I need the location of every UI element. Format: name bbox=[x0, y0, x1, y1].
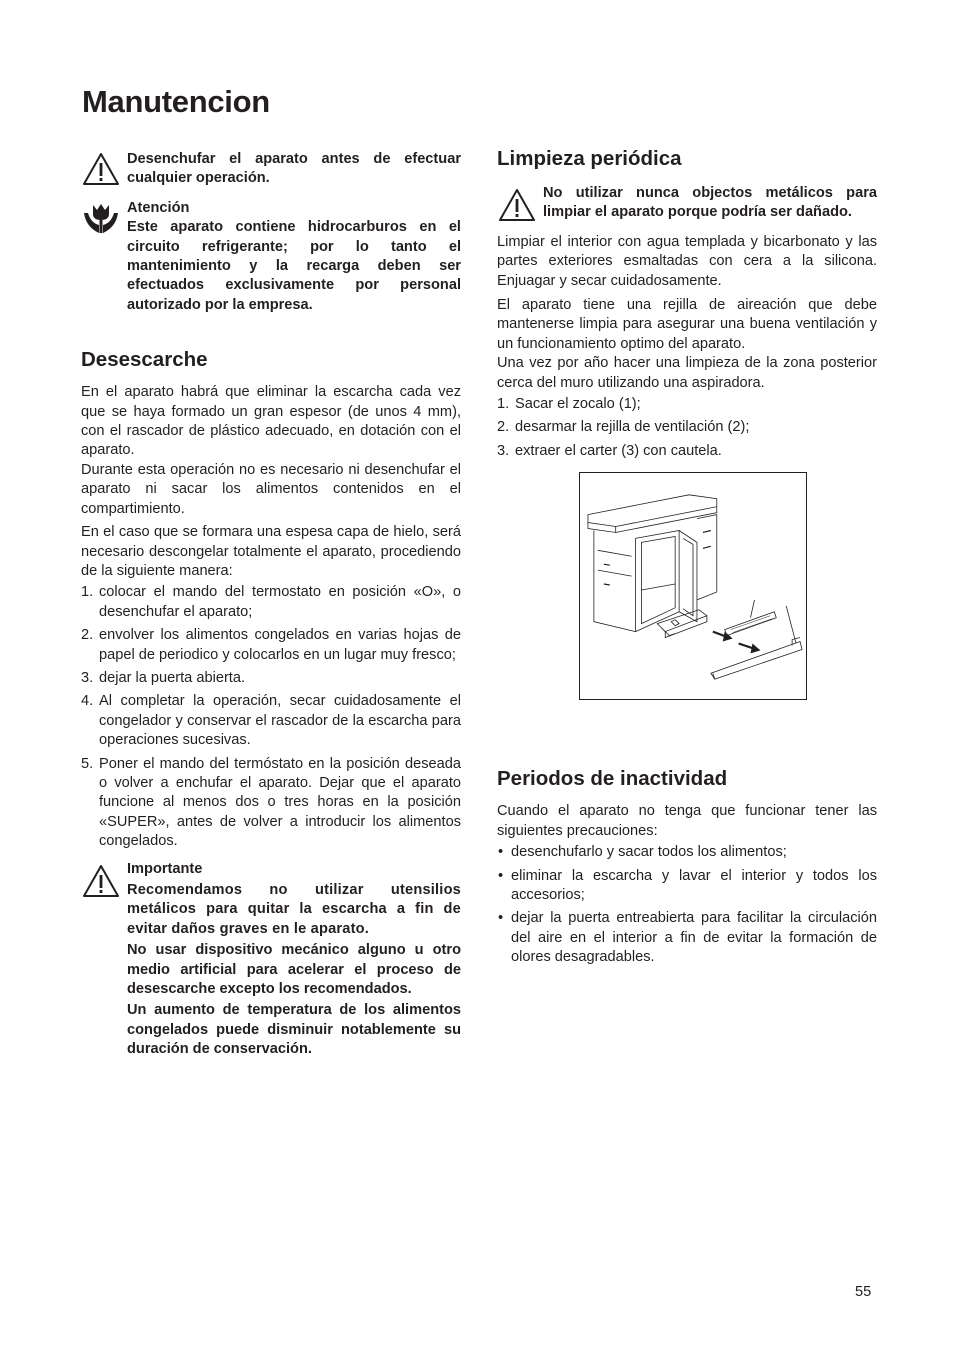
page-number: 55 bbox=[855, 1284, 872, 1300]
defrost-paragraph-2: Durante esta operación no es necesario ni desenchufar el aparato ni sacar los alimentos contenidos en el compartimiento. bbox=[81, 461, 461, 517]
list-item: 1. colocar el mando del termostato en posición «O», o desenchufar el aparato; bbox=[81, 584, 461, 620]
inactivity-heading: Periodos de inactividad bbox=[497, 767, 728, 791]
cleaning-warning bbox=[497, 184, 877, 223]
appliance-diagram bbox=[580, 473, 806, 699]
unplug-warning bbox=[81, 150, 461, 189]
cleaning-steps bbox=[497, 395, 877, 461]
important-heading: Importante bbox=[127, 860, 203, 877]
list-item: • desenchufarlo y sacar todos los alimentos; bbox=[498, 844, 787, 861]
page-title: Manutencion bbox=[82, 84, 270, 119]
cleaning-heading: Limpieza periódica bbox=[497, 147, 682, 170]
list-item: 3. dejar la puerta abierta. bbox=[81, 669, 246, 686]
warning-triangle-icon bbox=[82, 152, 120, 186]
defrost-heading: Desescarche bbox=[81, 348, 208, 372]
cleaning-warning-text: No utilizar nunca objectos metálicos para limpiar el aparato porque podría ser dañado. bbox=[543, 185, 877, 221]
list-item: • dejar la puerta entreabierta para facilitar la circulación del aire en el interior a fin de evitar la formación de olores desagradables. bbox=[498, 910, 877, 966]
inactivity-list bbox=[497, 843, 877, 967]
list-item: 4. Al completar la operación, secar cuidadosamente el congelador y conservar el rascador de la escarcha para operaciones sucesivas. bbox=[81, 693, 461, 749]
list-item: 2. envolver los alimentos congelados en varias hojas de papel de periodico y colocarlos en un lugar muy fresco; bbox=[81, 627, 461, 663]
important-paragraph-3: Un aumento de temperatura de los alimentos congelados puede disminuir notablemente su duración de conservación. bbox=[127, 1002, 461, 1058]
attention-notice bbox=[81, 199, 461, 315]
defrost-paragraph-3: En el caso que se formara una espesa capa de hielo, será necesario descongelar totalmente el aparato, procediendo de la siguiente manera: bbox=[81, 524, 461, 579]
list-item: 1. Sacar el zocalo (1); bbox=[497, 396, 641, 413]
flame-flower-icon bbox=[82, 201, 120, 235]
right-column bbox=[497, 146, 877, 968]
list-item: 5. Poner el mando del termóstato en la posición deseada o volver a enchufar el aparato. Dejar que el aparato funcione al menos dos o tres horas en la posición «SUPER», antes de volver a introducir los alimentos congelados. bbox=[81, 755, 461, 850]
defrost-steps bbox=[81, 583, 461, 851]
unplug-warning-text: Desenchufar el aparato antes de efectuar cualquier operación. bbox=[127, 151, 461, 187]
warning-triangle-icon bbox=[498, 188, 536, 222]
attention-heading: Atención bbox=[127, 199, 190, 216]
cleaning-paragraph-1: Limpiar el interior con agua templada y bicarbonato y las partes exteriores esmaltadas con cera a la silicona. Enjuagar y secar cuidadosamente. bbox=[497, 233, 877, 289]
attention-text: Este aparato contiene hidrocarburos en el circuito refrigerante; por lo tanto el mantenimiento y la recarga deben ser efectuados exclusivamente por personal autorizado por la empresa. bbox=[127, 219, 461, 313]
important-notice bbox=[81, 860, 461, 1060]
list-item: 3. extraer el carter (3) con cautela. bbox=[497, 442, 722, 459]
defrost-paragraph-1: En el aparato habrá que eliminar la escarcha cada vez que se haya formado un gran espesor (de unos 4 mm), con el rascador de plástico adecuado, en dotación con el aparato. bbox=[81, 384, 461, 459]
list-item: • eliminar la escarcha y lavar el interior y todos los accesorios; bbox=[498, 867, 877, 903]
plinth-removal-illustration bbox=[579, 472, 807, 700]
important-paragraph-1: Recomendamos no utilizar utensilios metálicos para quitar la escarcha a fin de evitar daños graves en le aparato. bbox=[127, 882, 461, 937]
cleaning-paragraph-2: El aparato tiene una rejilla de aireación que debe mantenerse limpia para asegurar una buena ventilación y un funcionamiento optimo del aparato. bbox=[497, 297, 877, 352]
left-column bbox=[81, 150, 461, 1060]
inactivity-intro: Cuando el aparato no tenga que funcionar tener las siguientes precauciones: bbox=[497, 803, 877, 839]
warning-triangle-icon bbox=[82, 864, 120, 898]
list-item: 2. desarmar la rejilla de ventilación (2); bbox=[497, 419, 750, 436]
cleaning-paragraph-3: Una vez por año hacer una limpieza de la zona posterior cerca del muro utilizando una aspiradora. bbox=[497, 355, 877, 391]
important-paragraph-2: No usar dispositivo mecánico alguno u otro medio artificial para acelerar el proceso de desescarche excepto los recomendados. bbox=[127, 942, 461, 998]
